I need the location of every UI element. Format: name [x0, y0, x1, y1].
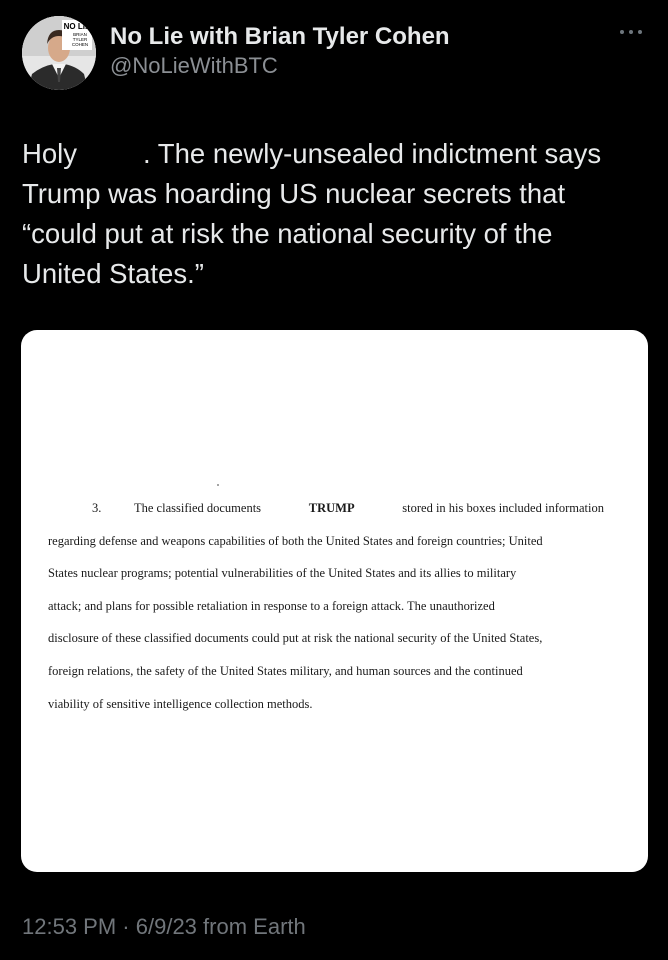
scan-speck [217, 484, 219, 486]
document-line: attack; and plans for possible retaliation in response to a foreign attack. The unauthorized [48, 598, 495, 613]
author-names [110, 22, 450, 80]
tweet-line-1 [22, 134, 647, 174]
document-line: regarding defense and weapons capabilities of both the United States and foreign countries; United [48, 533, 543, 548]
tweet-text [22, 134, 647, 294]
document-line: States nuclear programs; potential vulnerabilities of the United States and its allies to military [48, 566, 517, 581]
display-name[interactable]: No Lie with Brian Tyler Cohen [110, 23, 450, 50]
document-line: foreign relations, the safety of the United States military, and human sources and the continued [48, 663, 523, 678]
more-dot [638, 30, 642, 34]
tweet-line-3: “could put at risk the national security of the [22, 218, 553, 249]
tweet-time[interactable]: 12:53 PM [22, 914, 117, 939]
tweet-text-segment: . The newly-unsealed indictment says [143, 138, 602, 169]
document-text: stored in his boxes included information [402, 501, 604, 515]
document-line [48, 492, 604, 525]
tweet-line-4: United States.” [22, 258, 204, 289]
tweet-line-2: Trump was hoarding US nuclear secrets that [22, 178, 566, 209]
tweet-header [22, 16, 646, 96]
avatar-badge-line-1: BRIAN [73, 32, 87, 37]
tweet-source: from Earth [203, 914, 306, 939]
redacted-emoji [77, 142, 143, 170]
avatar-image [22, 16, 96, 90]
document-paragraph [48, 492, 604, 720]
document-bold-name: TRUMP [308, 501, 355, 515]
meta-separator: · [122, 914, 130, 939]
document-text: The classified documents [134, 501, 262, 515]
document-line: viability of sensitive intelligence collection methods. [48, 696, 313, 711]
handle[interactable]: @NoLieWithBTC [110, 53, 278, 78]
avatar-badge-line-3: COHEN [71, 42, 89, 47]
more-dot [620, 30, 624, 34]
tweet-metadata [22, 912, 306, 942]
paragraph-number: 3. [92, 501, 102, 515]
avatar-badge-top: NO LIE [63, 22, 91, 31]
more-options-icon[interactable] [618, 26, 644, 38]
attached-document-image[interactable] [21, 330, 648, 872]
more-dot [629, 30, 633, 34]
document-line: disclosure of these classified documents could put at risk the national security of the United States, [48, 631, 543, 646]
avatar[interactable] [22, 16, 96, 90]
avatar-badge-line-2: TYLER [72, 37, 88, 42]
document-line-text [134, 492, 604, 525]
tweet-text-segment: Holy [22, 138, 78, 169]
tweet-date[interactable]: 6/9/23 [135, 914, 197, 939]
